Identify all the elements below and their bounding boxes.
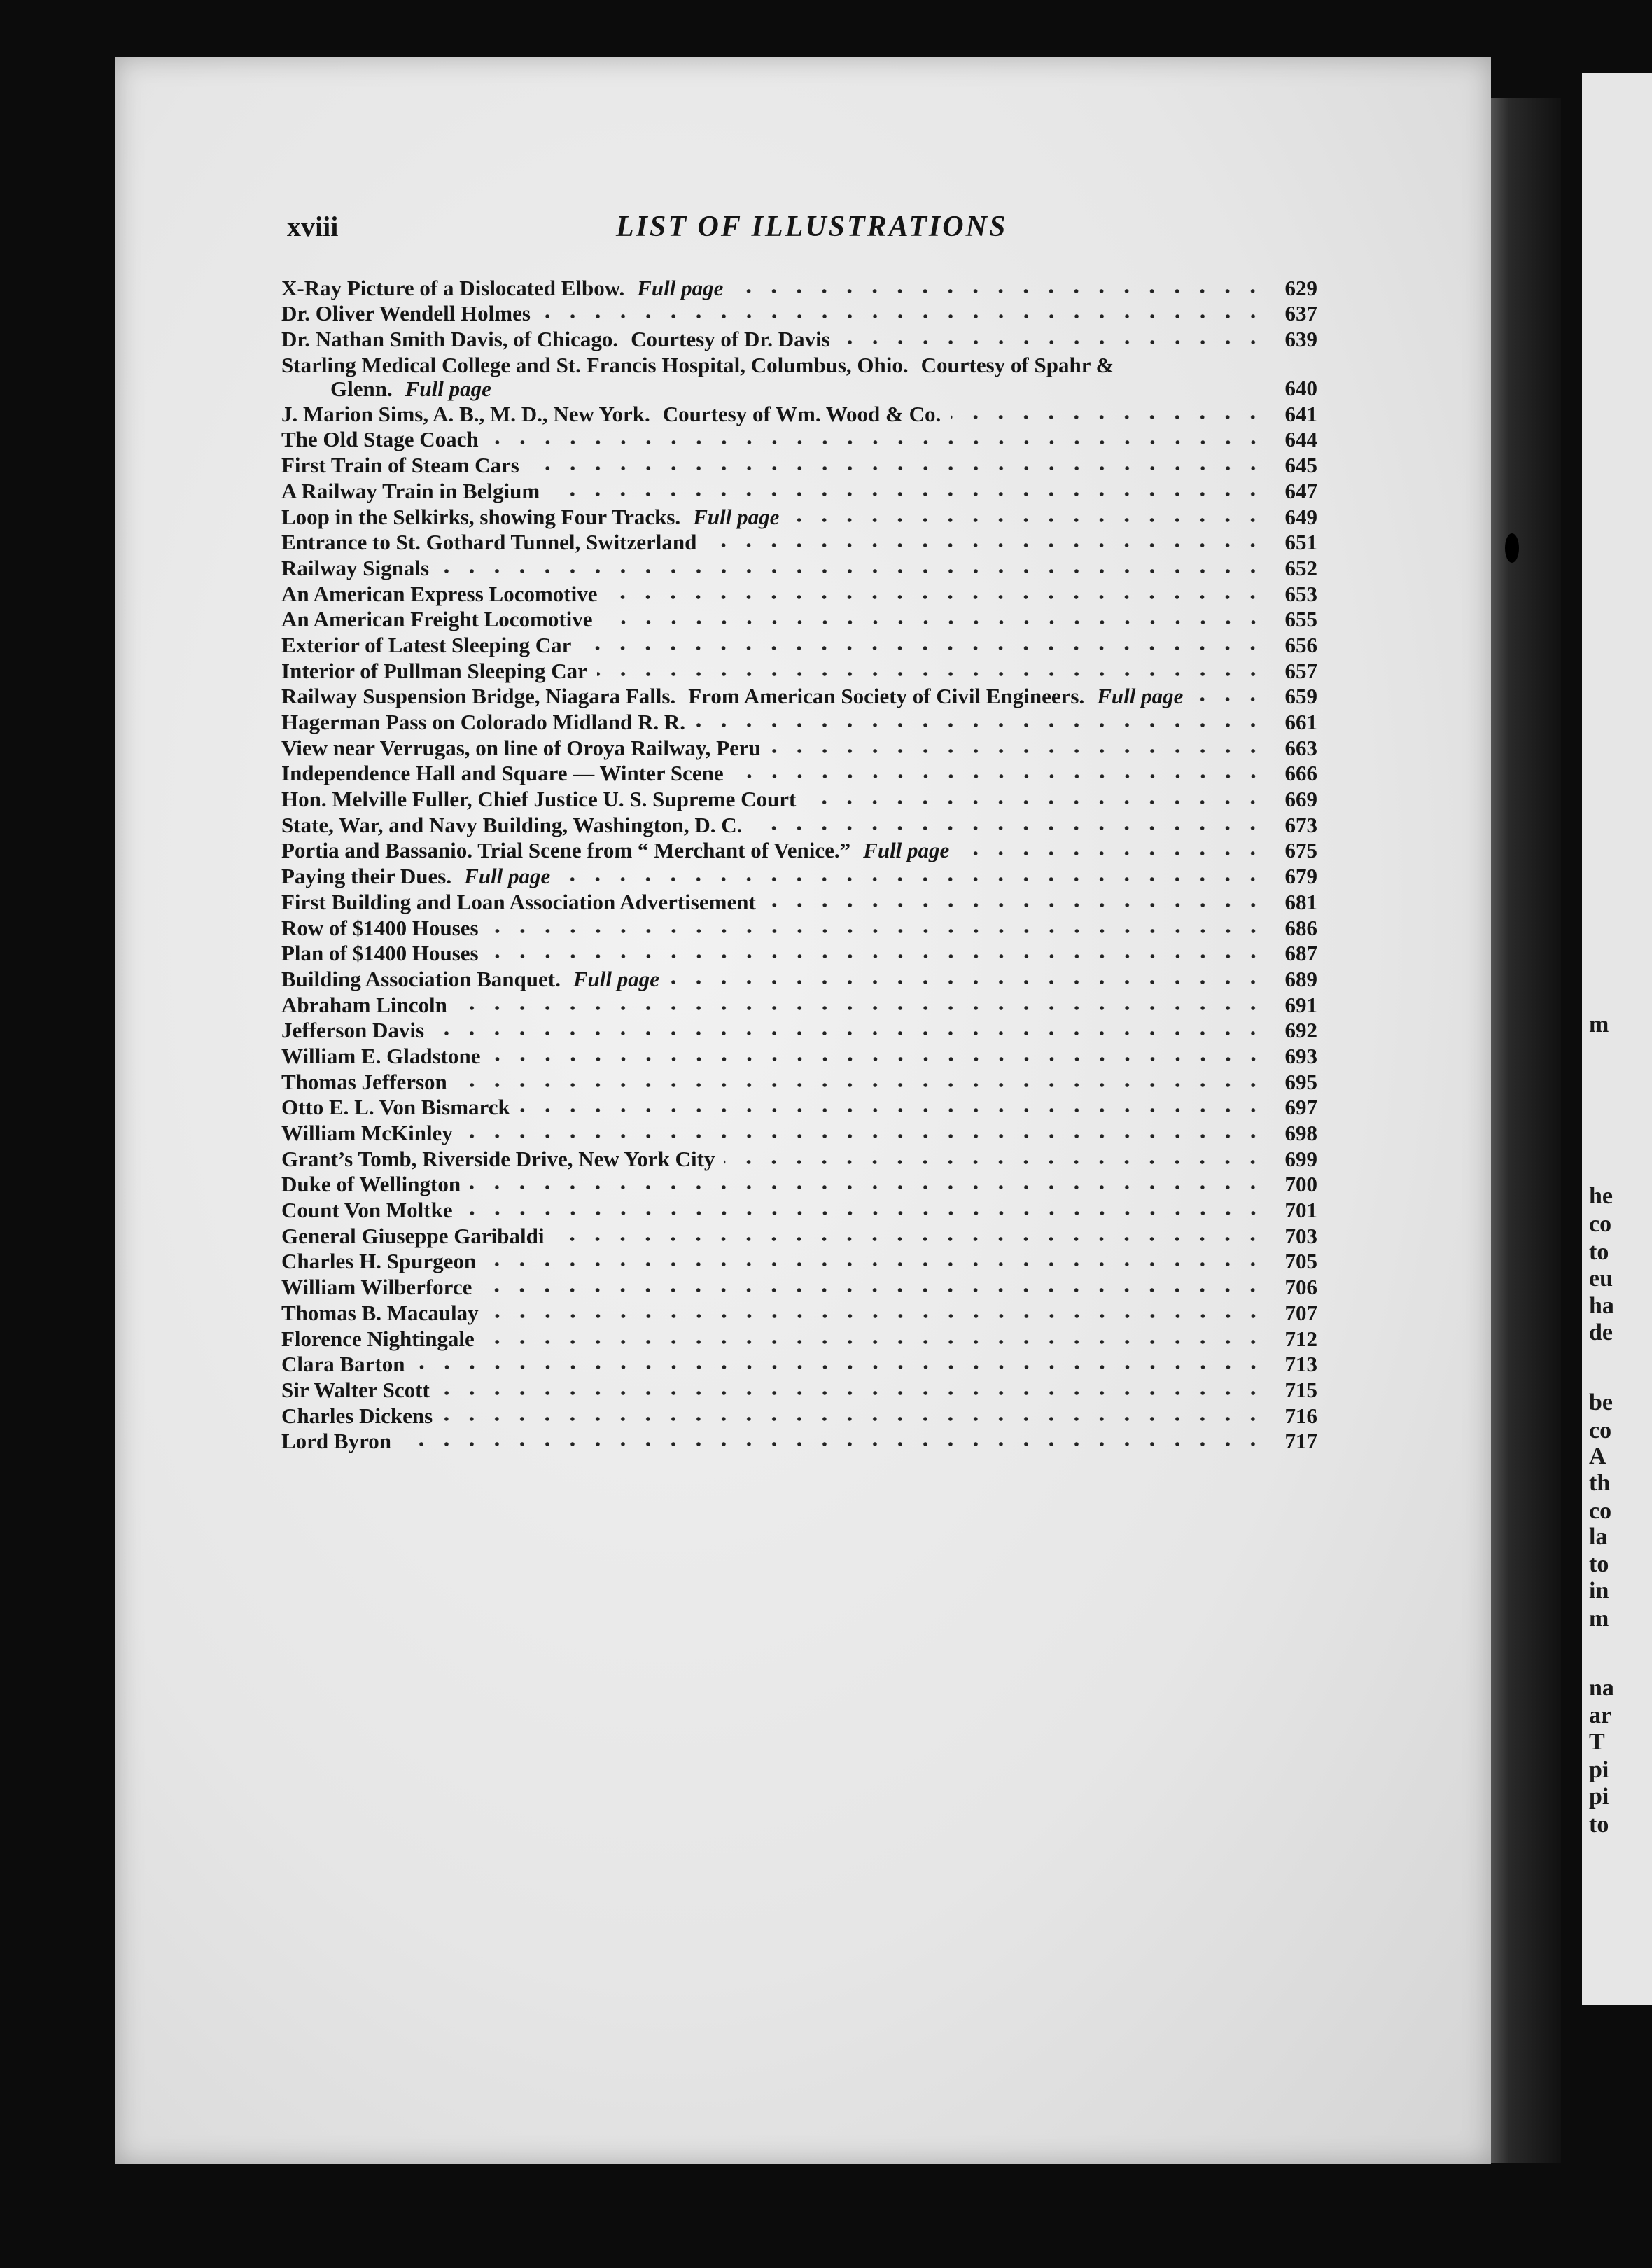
list-item	[281, 1069, 1317, 1095]
entry-title: First Train of Steam Cars	[281, 453, 519, 478]
entry-title: J. Marion Sims, A. B., M. D., New York.	[281, 401, 650, 426]
entry-title: Starling Medical College and St. Francis Hospital, Columbus, Ohio.	[281, 353, 909, 378]
dot-leader	[806, 799, 1266, 805]
adjacent-page-text-fragment: ar	[1589, 1702, 1612, 1728]
dot-leader	[1193, 696, 1266, 702]
entry-page-number: 659	[1284, 684, 1317, 709]
list-item	[281, 1095, 1317, 1121]
entry-page-number: 691	[1284, 992, 1317, 1017]
entry-page-number: 717	[1284, 1429, 1317, 1454]
list-item	[281, 1403, 1317, 1429]
entry-page-number: 669	[1284, 787, 1317, 812]
adjacent-page-text-fragment: th	[1589, 1470, 1611, 1496]
entry-title: Florence Nightingale	[281, 1326, 475, 1351]
dot-leader	[581, 645, 1266, 651]
entry-title: Railway Suspension Bridge, Niagara Falls.	[281, 684, 676, 709]
entry-title: Exterior of Latest Sleeping Car	[281, 632, 572, 657]
list-item	[281, 352, 1317, 401]
adjacent-page-text-fragment: pi	[1589, 1757, 1609, 1783]
list-item	[281, 992, 1317, 1018]
full-page-note: Full page	[464, 864, 551, 889]
adjacent-page-text-fragment: T	[1589, 1729, 1605, 1755]
adjacent-page-text-fragment: to	[1589, 1551, 1609, 1577]
list-item	[281, 966, 1317, 992]
dot-leader	[733, 288, 1266, 294]
adjacent-page-text-fragment: he	[1589, 1183, 1613, 1209]
entry-page-number: 656	[1284, 632, 1317, 657]
dot-leader	[734, 774, 1266, 779]
entry-title: Thomas B. Macaulay	[281, 1300, 479, 1325]
entry-page-number: 695	[1284, 1069, 1317, 1094]
list-item	[281, 530, 1317, 556]
entry-page-number: 653	[1284, 581, 1317, 606]
entry-title: The Old Stage Coach	[281, 427, 479, 452]
dot-leader	[457, 1005, 1266, 1011]
dot-leader	[724, 1159, 1266, 1165]
adjacent-page-text-fragment: de	[1589, 1320, 1613, 1345]
running-title: LIST OF ILLUSTRATIONS	[616, 211, 1008, 243]
dot-leader	[489, 953, 1266, 959]
entry-page-number: 679	[1284, 864, 1317, 889]
entry-page-number: 697	[1284, 1095, 1317, 1120]
entry-page-number: 673	[1284, 812, 1317, 837]
list-item	[281, 401, 1317, 427]
entry-title: Building Association Banquet.	[281, 966, 561, 991]
entry-page-number: 647	[1284, 478, 1317, 503]
entry-title: Charles H. Spurgeon	[281, 1249, 477, 1274]
page-folio: xviii	[287, 211, 339, 242]
dot-leader	[439, 568, 1266, 574]
dot-leader	[840, 340, 1266, 345]
entry-title: Dr. Nathan Smith Davis, of Chicago.	[281, 327, 619, 352]
entry-page-number: 652	[1284, 555, 1317, 580]
entry-title: Railway Signals	[281, 555, 430, 580]
list-item	[281, 863, 1317, 889]
list-item	[281, 658, 1317, 684]
adjacent-page-text-fragment: na	[1589, 1675, 1614, 1701]
entry-page-number: 689	[1284, 966, 1317, 991]
entry-page-number: 716	[1284, 1403, 1317, 1428]
entry-page-number: 639	[1284, 327, 1317, 352]
list-item	[281, 1352, 1317, 1378]
dot-leader	[560, 876, 1266, 882]
list-item	[281, 812, 1317, 838]
list-item	[281, 478, 1317, 504]
entry-page-number: 692	[1284, 1018, 1317, 1043]
entry-title: Thomas Jefferson	[281, 1069, 447, 1094]
entry-page-number: 699	[1284, 1146, 1317, 1171]
entry-page-number: 715	[1284, 1377, 1317, 1402]
entry-credit: Courtesy of Dr. Davis	[631, 327, 830, 352]
dot-leader	[484, 1339, 1266, 1345]
entry-page-number: 706	[1284, 1275, 1317, 1300]
entry-page-number: 707	[1284, 1300, 1317, 1325]
list-item	[281, 1146, 1317, 1172]
entry-title: Otto E. L. Von Bismarck	[281, 1095, 510, 1120]
entry-title: Abraham Lincoln	[281, 992, 447, 1017]
list-item	[281, 684, 1317, 710]
list-item	[281, 1300, 1317, 1326]
entry-page-number: 641	[1284, 401, 1317, 426]
list-item	[281, 735, 1317, 761]
entry-title: Lord Byron	[281, 1429, 392, 1454]
entry-title: Grant’s Tomb, Riverside Drive, New York City	[281, 1146, 715, 1171]
entry-title: Loop in the Selkirks, showing Four Tracks.	[281, 504, 681, 529]
dot-leader	[540, 314, 1266, 319]
entry-page-number: 663	[1284, 735, 1317, 760]
entry-title-continued: Glenn.	[330, 377, 393, 402]
entry-title: Duke of Wellington	[281, 1172, 461, 1197]
ink-blot	[1505, 533, 1519, 563]
entry-title: Hon. Melville Fuller, Chief Justice U. S. Supreme Court	[281, 787, 797, 812]
dot-leader	[597, 671, 1266, 677]
list-item	[281, 709, 1317, 735]
adjacent-page-text-fragment: m	[1589, 1606, 1609, 1632]
list-item	[281, 326, 1317, 352]
entry-title: Dr. Oliver Wendell Holmes	[281, 301, 531, 326]
list-item	[281, 1172, 1317, 1198]
list-item	[281, 1223, 1317, 1249]
adjacent-page-text-fragment: to	[1589, 1812, 1609, 1837]
entry-title: Count Von Moltke	[281, 1198, 453, 1223]
entry-page-number: 693	[1284, 1043, 1317, 1068]
list-item	[281, 1197, 1317, 1223]
list-item	[281, 555, 1317, 581]
dot-leader	[706, 542, 1266, 548]
entry-title: View near Verrugas, on line of Oroya Railway, Peru	[281, 735, 761, 760]
adjacent-page-text-fragment: ha	[1589, 1293, 1614, 1319]
dot-leader	[766, 902, 1266, 908]
entry-title: A Railway Train in Belgium	[281, 478, 540, 503]
entry-title: Row of $1400 Houses	[281, 915, 479, 940]
entry-credit: Courtesy of Spahr &	[920, 353, 1114, 378]
page-header	[175, 210, 1295, 252]
full-page-note: Full page	[693, 504, 780, 529]
dot-leader	[401, 1441, 1266, 1447]
full-page-note: Full page	[863, 838, 950, 863]
entry-page-number: 700	[1284, 1172, 1317, 1197]
dot-leader	[415, 1364, 1266, 1370]
entry-page-number: 644	[1284, 427, 1317, 452]
adjacent-page-text-fragment: in	[1589, 1578, 1609, 1604]
list-item	[281, 761, 1317, 787]
entry-page-number: 686	[1284, 915, 1317, 940]
adjacent-page-text-fragment: m	[1589, 1011, 1609, 1037]
entry-page-number: 666	[1284, 761, 1317, 786]
adjacent-page-text-fragment: co	[1589, 1211, 1612, 1237]
entry-title: X-Ray Picture of a Dislocated Elbow.	[281, 275, 625, 300]
entry-title: Clara Barton	[281, 1352, 405, 1377]
adjacent-page-text-fragment: co	[1589, 1498, 1612, 1524]
entry-title: Sir Walter Scott	[281, 1377, 430, 1402]
entry-page-number: 687	[1284, 941, 1317, 966]
dot-leader	[554, 1236, 1266, 1242]
list-item	[281, 1429, 1317, 1455]
entry-page-number: 657	[1284, 658, 1317, 683]
dot-leader	[529, 465, 1266, 471]
dot-leader	[489, 928, 1266, 934]
list-item	[281, 452, 1317, 478]
list-item	[281, 838, 1317, 864]
dot-leader	[752, 825, 1266, 831]
entry-credit: From American Society of Civil Engineers.	[688, 684, 1085, 709]
list-item	[281, 786, 1317, 812]
adjacent-page-text-fragment: co	[1589, 1418, 1612, 1443]
dot-leader	[463, 1133, 1266, 1139]
dot-leader	[482, 1287, 1266, 1293]
entry-title: Portia and Bassanio. Trial Scene from “ Merchant of Venice.”	[281, 838, 851, 863]
entry-title: Charles Dickens	[281, 1403, 433, 1428]
entry-title: Paying their Dues.	[281, 864, 452, 889]
full-page-note: Full page	[573, 966, 659, 991]
entry-page-number: 713	[1284, 1352, 1317, 1377]
entry-title: Entrance to St. Gothard Tunnel, Switzerland	[281, 530, 697, 555]
list-item	[281, 607, 1317, 633]
list-item	[281, 1274, 1317, 1300]
list-item	[281, 1120, 1317, 1146]
entry-title: Plan of $1400 Houses	[281, 941, 479, 966]
list-item	[281, 504, 1317, 530]
dot-leader	[771, 748, 1266, 754]
adjacent-page-text-fragment: pi	[1589, 1784, 1609, 1809]
entry-title: An American Freight Locomotive	[281, 607, 593, 632]
list-item	[281, 1249, 1317, 1275]
list-item	[281, 275, 1317, 301]
full-page-note: Full page	[637, 275, 724, 300]
dot-leader	[695, 722, 1266, 728]
adjacent-page-text-fragment: be	[1589, 1390, 1613, 1415]
entry-page-number: 681	[1284, 889, 1317, 914]
dot-leader	[603, 620, 1266, 625]
entry-page-number: 651	[1284, 530, 1317, 555]
list-item	[281, 915, 1317, 941]
list-item	[281, 941, 1317, 967]
entry-title: An American Express Locomotive	[281, 581, 598, 606]
list-item	[281, 581, 1317, 607]
dot-leader	[463, 1210, 1266, 1216]
adjacent-page-text-fragment: A	[1589, 1443, 1606, 1469]
entry-title: Interior of Pullman Sleeping Car	[281, 658, 587, 683]
adjacent-page-text-fragment: eu	[1589, 1266, 1613, 1292]
dot-leader	[491, 1056, 1266, 1062]
entry-title: William McKinley	[281, 1121, 453, 1145]
dot-leader	[440, 1390, 1266, 1396]
list-item	[281, 1377, 1317, 1403]
entry-credit: Courtesy of Wm. Wood & Co.	[662, 401, 941, 426]
entry-title: Hagerman Pass on Colorado Midland R. R.	[281, 710, 685, 734]
entry-page-number: 661	[1284, 710, 1317, 734]
entry-title: First Building and Loan Association Advertisement	[281, 889, 756, 914]
entry-page-number: 649	[1284, 504, 1317, 529]
list-item	[281, 889, 1317, 915]
entry-title: Independence Hall and Square — Winter Scene	[281, 761, 724, 786]
list-item	[281, 301, 1317, 327]
full-page-note: Full page	[1097, 684, 1184, 709]
full-page-note: Full page	[405, 377, 491, 402]
list-item	[281, 1326, 1317, 1352]
dot-leader	[959, 850, 1266, 856]
entry-page-number: 637	[1284, 301, 1317, 326]
dot-leader	[442, 1416, 1266, 1422]
list-item	[281, 632, 1317, 658]
entry-page-number: 640	[1284, 376, 1317, 401]
dot-leader	[489, 440, 1266, 445]
dot-leader	[951, 414, 1266, 420]
entry-page-number: 645	[1284, 453, 1317, 478]
dot-leader	[520, 1107, 1266, 1113]
adjacent-page-text-fragment: la	[1589, 1524, 1608, 1550]
list-item	[281, 1043, 1317, 1069]
dot-leader	[669, 979, 1266, 985]
entry-page-number: 703	[1284, 1223, 1317, 1248]
entry-title: Jefferson Davis	[281, 1018, 425, 1043]
entry-page-number: 655	[1284, 607, 1317, 632]
entry-page-number: 705	[1284, 1249, 1317, 1274]
dot-leader	[550, 491, 1266, 497]
illustrations-list	[281, 275, 1317, 1454]
list-item	[281, 427, 1317, 453]
entry-title: William Wilberforce	[281, 1275, 472, 1300]
entry-title: State, War, and Navy Building, Washington, D. C.	[281, 812, 743, 837]
entry-title: General Giuseppe Garibaldi	[281, 1223, 545, 1248]
adjacent-page	[1582, 74, 1652, 2005]
entry-title: William E. Gladstone	[281, 1043, 481, 1068]
dot-leader	[470, 1184, 1266, 1190]
dot-leader	[434, 1030, 1266, 1036]
entry-page-number: 698	[1284, 1121, 1317, 1145]
list-item	[281, 1018, 1317, 1044]
entry-page-number: 675	[1284, 838, 1317, 863]
dot-leader	[486, 1261, 1266, 1267]
entry-page-number: 701	[1284, 1198, 1317, 1223]
entry-title-block	[281, 354, 1256, 401]
adjacent-page-text-fragment: to	[1589, 1239, 1609, 1265]
dot-leader	[789, 517, 1266, 523]
dot-leader	[489, 1313, 1266, 1319]
dot-leader	[457, 1082, 1266, 1088]
dot-leader	[607, 594, 1266, 600]
entry-page-number: 629	[1284, 275, 1317, 300]
entry-page-number: 712	[1284, 1326, 1317, 1351]
